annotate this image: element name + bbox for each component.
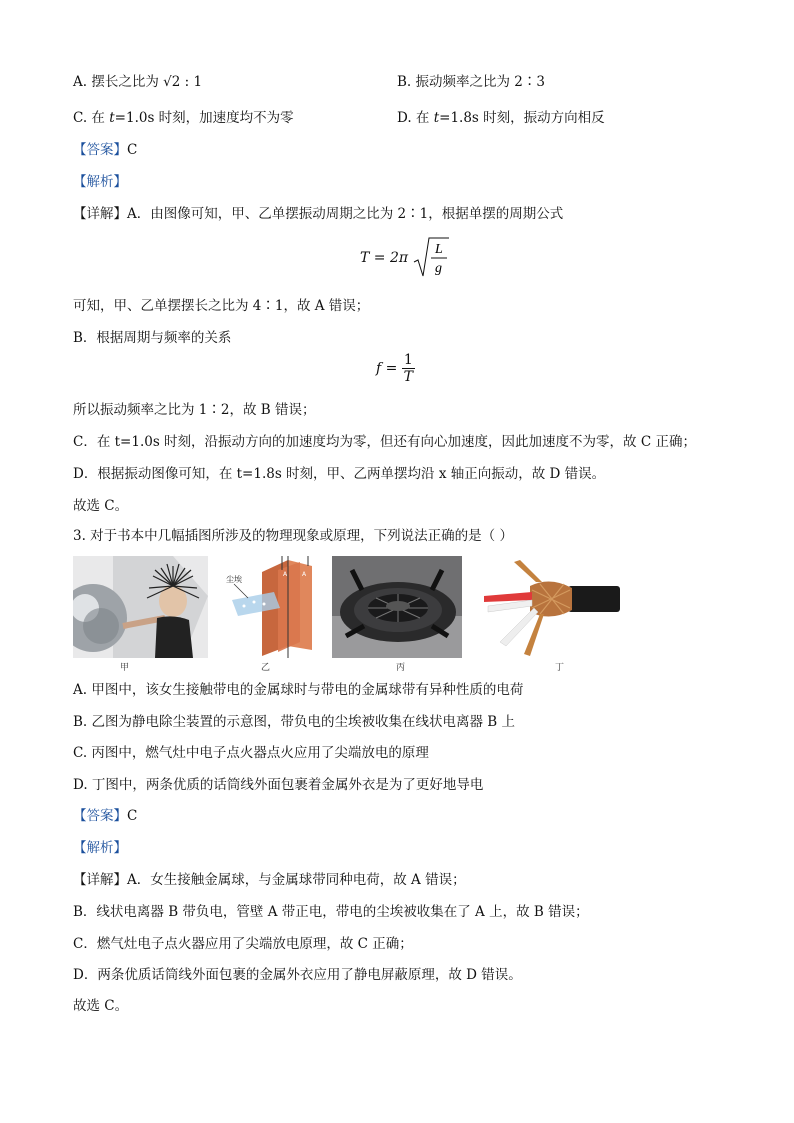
sqrt-symbol: [413, 236, 449, 280]
q2-option-c: [73, 108, 294, 128]
formula-frequency-den: T: [403, 369, 413, 385]
q2-option-d-prefix: D. 在: [397, 110, 434, 126]
caption-ding: 丁: [555, 663, 565, 673]
figure-ding: [480, 556, 620, 658]
q2-line-4: 所以振动频率之比为 1∶2，故 B 错误；: [73, 402, 316, 418]
figure-bing: [332, 556, 462, 658]
q2-option-c-suffix: =1.0s 时刻，加速度均不为零: [114, 110, 294, 126]
q3-detail-1: [73, 870, 466, 890]
q3-option-a: A. 甲图中，该女生接触带电的金属球时与带电的金属球带有异种性质的电荷: [73, 682, 524, 698]
q2-line-7: 故选 C。: [73, 498, 129, 514]
figure-yi: [222, 556, 328, 658]
formula-frequency-left: f =: [376, 360, 398, 377]
q2-option-b: B. 振动频率之比为 2∶3: [397, 74, 545, 90]
q3-answer: [73, 806, 137, 826]
q2-answer-value: C: [127, 142, 138, 158]
q2-line-3: B．根据周期与频率的关系: [73, 330, 232, 346]
caption-jia: 甲: [120, 663, 130, 673]
q2-option-a: [73, 72, 202, 92]
q2-detail-tag: 【详解】: [73, 206, 127, 222]
van-de-graaff-image: [73, 556, 208, 658]
formula-period-den: g: [434, 261, 442, 276]
q2-answer: [73, 140, 137, 160]
q2-option-d-t: t: [433, 110, 440, 126]
formula-period: [360, 236, 449, 280]
q2-detail-1: [73, 204, 563, 224]
q3-option-d: D. 丁图中，两条优质的话筒线外面包裹着金属外衣是为了更好地导电: [73, 777, 484, 793]
q2-option-d: [397, 108, 605, 128]
q3-line-4: D．两条优质话筒线外面包裹的金属外衣应用了静电屏蔽原理，故 D 错误。: [73, 967, 522, 983]
q3-line-5: 故选 C。: [73, 998, 129, 1014]
plate-a-label: A: [283, 571, 288, 578]
q3-detail-tag: 【详解】: [73, 872, 127, 888]
formula-frequency-num: 1: [403, 352, 413, 368]
formula-period-left: T = 2π: [360, 250, 409, 266]
caption-bing: 丙: [396, 663, 406, 673]
dust-label: 尘埃: [226, 575, 242, 584]
sqrt-icon: [413, 236, 449, 280]
q2-analysis-tag: 【解析】: [73, 174, 127, 190]
caption-yi: 乙: [261, 663, 271, 673]
q2-option-c-t: t: [109, 110, 115, 126]
fraction: [402, 352, 415, 385]
q3-answer-value: C: [127, 808, 138, 824]
q2-line-2: 可知，甲、乙单摆摆长之比为 4∶1，故 A 错误；: [73, 298, 370, 314]
shielded-cable-image: [480, 556, 620, 658]
q2-answer-tag: 【答案】: [73, 142, 127, 158]
q3-detail-1-text: A．女生接触金属球，与金属球带同种电荷，故 A 错误；: [127, 872, 466, 888]
q3-line-3: C．燃气灶电子点火器应用了尖端放电原理，故 C 正确；: [73, 936, 413, 952]
q2-option-c-prefix: C. 在: [73, 110, 110, 126]
q3-option-b: B. 乙图为静电除尘装置的示意图，带负电的尘埃被收集在线状电离器 B 上: [73, 714, 516, 730]
q2-option-d-suffix: =1.8s 时刻，振动方向相反: [439, 110, 605, 126]
formula-period-num: L: [434, 242, 443, 257]
gas-stove-image: [332, 556, 462, 658]
q3-line-2: B．线状电离器 B 带负电，管壁 A 带正电，带电的尘埃被收集在了 A 上，故 B 错误；: [73, 904, 589, 920]
q2-line-6: D．根据振动图像可知，在 t=1.8s 时刻，甲、乙两单摆均沿 x 轴正向振动，故 D 错误。: [73, 466, 606, 482]
formula-frequency: [376, 352, 415, 385]
q2-option-a-text: A. 摆长之比为: [73, 74, 159, 90]
q3-answer-tag: 【答案】: [73, 808, 127, 824]
q3-option-c: C. 丙图中，燃气灶中电子点火器点火应用了尖端放电的原理: [73, 745, 429, 761]
q3-analysis-tag: 【解析】: [73, 840, 127, 856]
q2-option-a-value: √2 : 1: [163, 74, 203, 90]
plate-a-label-2: A: [302, 571, 307, 578]
q2-detail-1-text: A．由图像可知，甲、乙单摆振动周期之比为 2∶1，根据单摆的周期公式: [127, 206, 564, 222]
q3-stem: 3. 对于书本中几幅插图所涉及的物理现象或原理，下列说法正确的是（ ）: [73, 528, 513, 544]
figure-jia: [73, 556, 208, 658]
q2-line-5: C．在 t=1.0s 时刻，沿振动方向的加速度均为零，但还有向心加速度，因此加速度不为零，故 C 正确；: [73, 434, 696, 450]
precipitator-diagram: [222, 556, 328, 658]
